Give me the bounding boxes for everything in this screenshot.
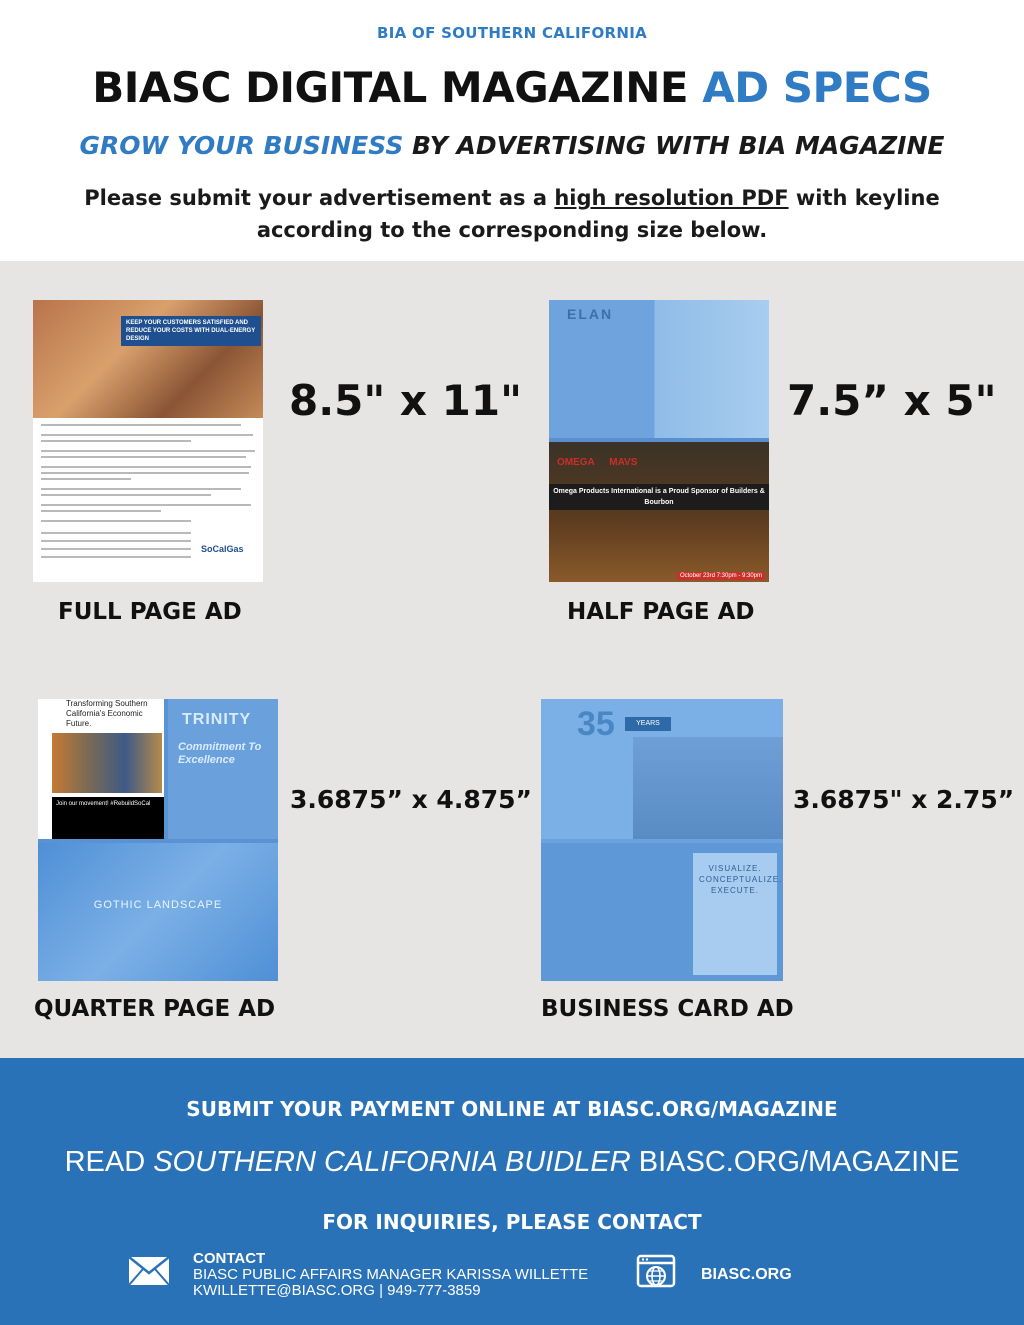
card-bottom-ad [541, 843, 783, 981]
text-line [41, 510, 161, 512]
text-line [41, 440, 191, 442]
elan-logo: ELAN [567, 306, 614, 322]
read-prefix: READ [64, 1146, 154, 1178]
title-main: BIASC DIGITAL MAGAZINE [92, 63, 703, 112]
text-line [41, 540, 191, 542]
anniversary-years: YEARS [625, 717, 671, 731]
quarter-page-size: 3.6875” x 4.875” [290, 785, 532, 814]
worker-photos [52, 733, 162, 793]
quarter-sample-title: Transforming Southern California's Economic Future. [66, 699, 148, 728]
envelope-icon [128, 1256, 170, 1286]
submission-instructions [62, 182, 962, 246]
full-page-sample-headline: KEEP YOUR CUSTOMERS SATISFIED AND REDUCE YOUR COSTS WITH DUAL-ENERGY DESIGN [121, 316, 261, 346]
text-line [41, 520, 191, 522]
magazine-url: BIASC.ORG/MAGAZINE [630, 1146, 960, 1178]
text-line [41, 450, 255, 452]
quarter-page-ad-sample [38, 699, 278, 981]
contact-block [193, 1251, 588, 1299]
contact-email-phone[interactable]: KWILLETTE@BIASC.ORG | 949-777-3859 [193, 1282, 481, 1299]
title-accent: AD SPECS [702, 63, 932, 112]
text-line [41, 532, 191, 534]
event-date: October 23rd 7:30pm - 9:30pm [677, 572, 765, 580]
socalgas-logo: SoCalGas [201, 544, 244, 554]
contact-name: BIASC PUBLIC AFFAIRS MANAGER KARISSA WILLETTE [193, 1266, 589, 1283]
interior-logic-card [693, 853, 783, 975]
website-link[interactable]: BIASC.ORG [701, 1266, 792, 1283]
text-line [41, 466, 251, 468]
read-magazine-notice [0, 1146, 1024, 1179]
trinity-logo: TRINITY [182, 711, 252, 728]
instructions-text-end: with keyline according to the corresponding size below. [256, 186, 940, 242]
inquiries-heading: FOR INQUIRIES, PLEASE CONTACT [322, 1210, 702, 1234]
quarter-movement-banner: Join our movement! #RebuildSoCal [52, 797, 164, 839]
card-top-ad [541, 699, 783, 839]
text-line [41, 494, 211, 496]
half-page-label: HALF PAGE AD [567, 599, 755, 625]
trinity-ad [168, 699, 278, 839]
text-line [41, 472, 249, 474]
text-line [41, 478, 131, 480]
full-page-label: FULL PAGE AD [58, 599, 242, 625]
text-line [41, 424, 241, 426]
trinity-tagline: Commitment To Excellence [178, 741, 262, 766]
team-photo [633, 737, 783, 839]
instructions-text: Please submit your advertisement as a [84, 186, 555, 210]
sponsor-logos [557, 452, 761, 474]
half-page-ad-sample [549, 300, 769, 582]
gothic-landscape-title: GOTHIC LANDSCAPE [93, 899, 223, 911]
half-page-bottom-ad [549, 442, 769, 582]
business-card-ad-sample [541, 699, 783, 981]
text-line [41, 434, 253, 436]
quarter-left-ad [38, 699, 164, 839]
card-slogan: VISUALIZE. CONCEPTUALIZE. EXECUTE. [699, 864, 783, 895]
payment-notice: SUBMIT YOUR PAYMENT ONLINE AT BIASC.ORG/MAGAZINE [186, 1097, 838, 1121]
mavs-logo: MAVS [609, 457, 638, 468]
text-line [41, 556, 191, 558]
anniversary-number: 35 [577, 705, 615, 743]
half-page-sample-headline: Omega Products International is a Proud Sponsor of Builders & Bourbon [549, 484, 769, 510]
text-line [41, 456, 246, 458]
contact-heading: CONTACT [193, 1250, 266, 1267]
gothic-landscape-ad [38, 843, 278, 981]
page-subtitle [0, 130, 1024, 162]
full-page-size: 8.5" x 11" [289, 376, 522, 425]
org-name: BIA OF SOUTHERN CALIFORNIA [376, 24, 647, 42]
text-line [41, 548, 191, 550]
page-title [0, 62, 1024, 114]
text-line [41, 488, 241, 490]
omega-logo: OMEGA [557, 457, 595, 468]
text-line [41, 504, 251, 506]
business-card-label: BUSINESS CARD AD [541, 996, 794, 1022]
pdf-requirement-link: high resolution PDF [554, 186, 789, 210]
magazine-name: SOUTHERN CALIFORNIA BUIDLER [153, 1146, 631, 1178]
quarter-page-label: QUARTER PAGE AD [34, 996, 276, 1022]
full-page-ad-sample [33, 300, 263, 582]
subtitle-rest: BY ADVERTISING WITH BIA MAGAZINE [403, 131, 945, 160]
half-page-top-ad [549, 300, 769, 438]
subtitle-accent: GROW YOUR BUSINESS [79, 131, 404, 160]
business-card-size: 3.6875" x 2.75” [793, 785, 1015, 814]
globe-icon [636, 1254, 676, 1290]
half-page-size: 7.5” x 5" [787, 376, 997, 425]
